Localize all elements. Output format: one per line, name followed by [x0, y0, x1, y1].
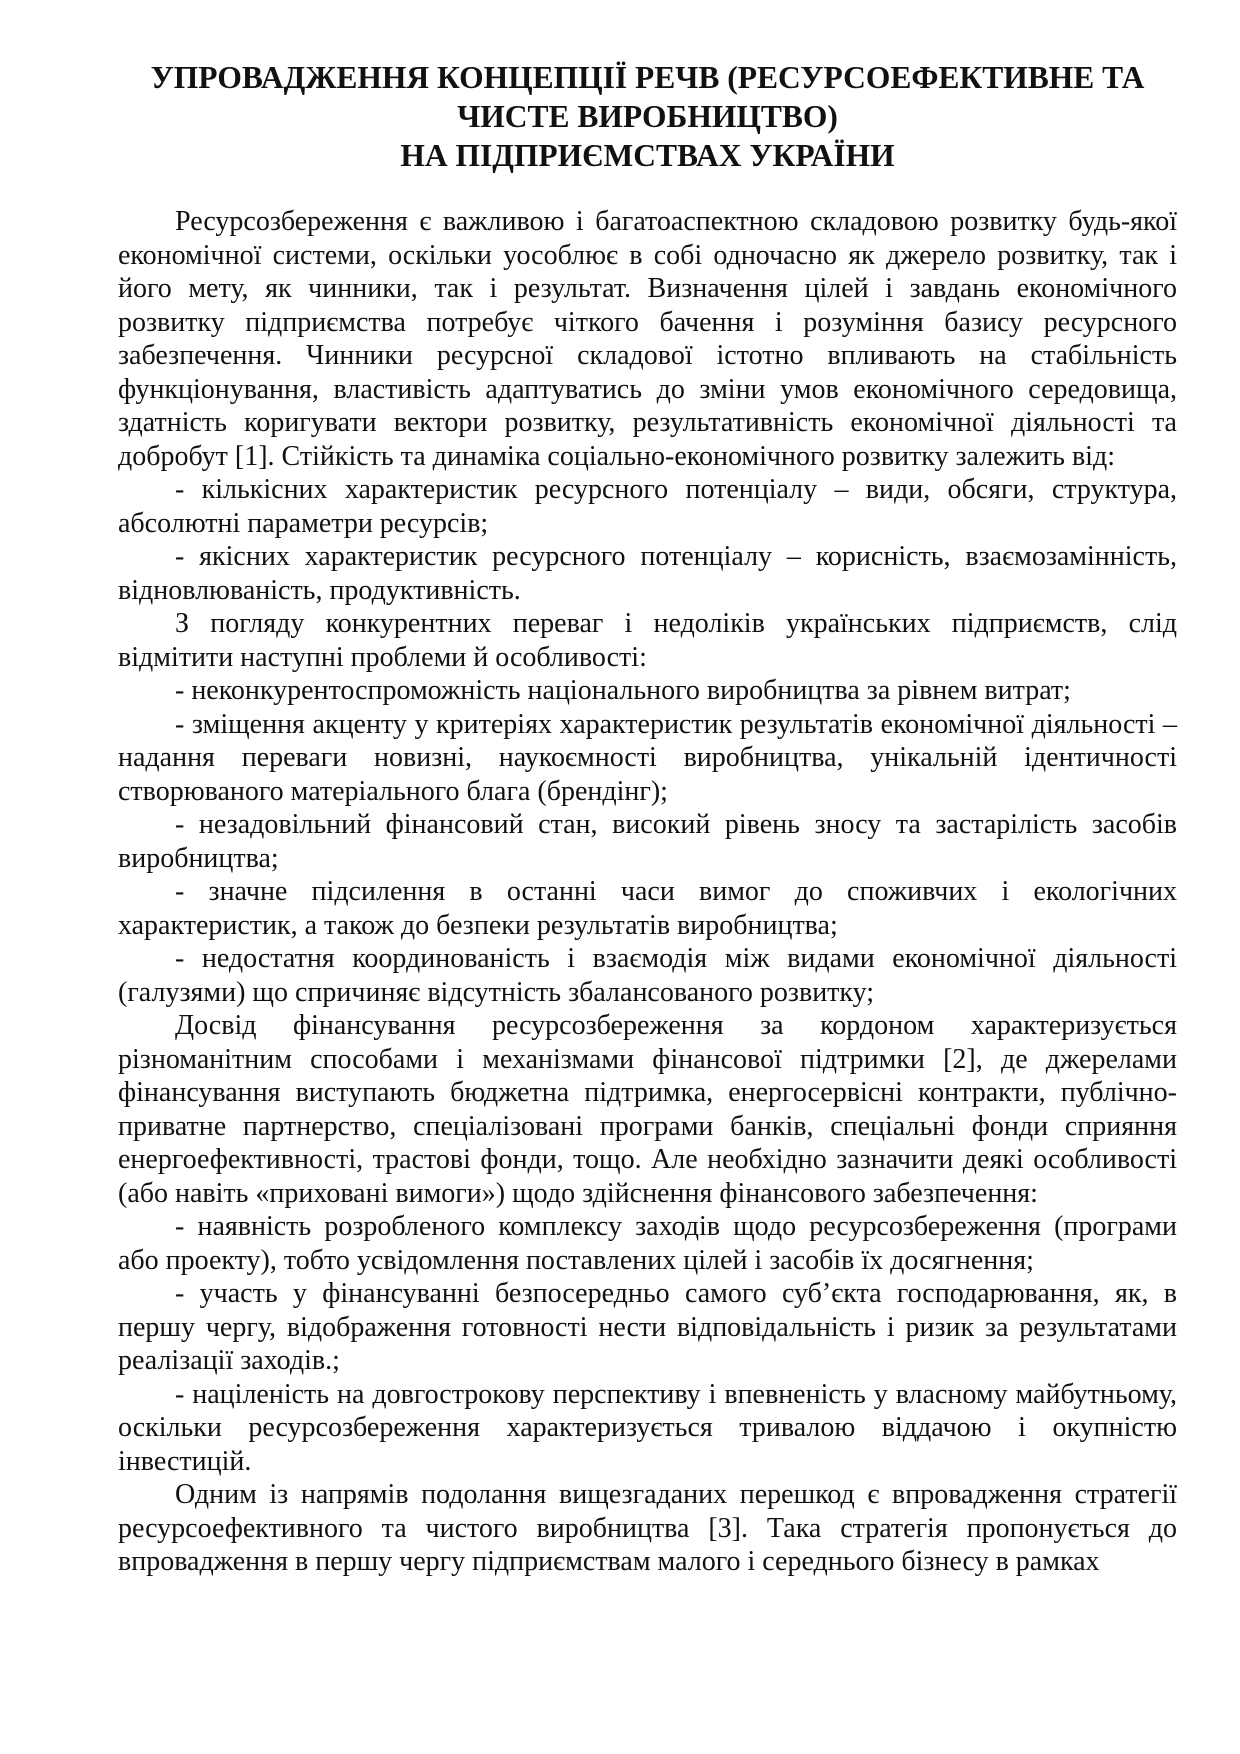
list-item-long-term: - націленість на довгострокову перспективу і впевненість у власному майбутньому, оскільки ресурсозбереження характеризується тривалою віддачою і окупністю інвестицій.: [118, 1378, 1177, 1477]
list-item-uncompetitiveness: - неконкурентоспроможність національного виробництва за рівнем витрат;: [175, 675, 1071, 706]
list-item-qualitative: - якісних характеристик ресурсного потенціалу – корисність, взаємозамінність, відновлюваність, продуктивність.: [118, 541, 1177, 606]
page-title: [118, 58, 1177, 175]
list-item-accent-shift: - зміщення акценту у критеріях характеристик результатів економічної діяльності – надання переваги новизні, наукоємності виробництва, унікальній ідентичності створюваного матеріального блага (брендінг);: [118, 708, 1177, 807]
list-item-requirements: - значне підсилення в останні часи вимог до споживчих і екологічних характеристик, а також до безпеки результатів виробництва;: [118, 876, 1177, 941]
list-item-quantitative: - кількісних характеристик ресурсного потенціалу – види, обсяги, структура, абсолютні параметри ресурсів;: [118, 474, 1177, 539]
document-body: [118, 205, 1177, 1579]
list-item-coordination: - недостатня координованість і взаємодія між видами економічної діяльності (галузями) що спричиняє відсутність збалансованого розвитку;: [118, 943, 1177, 1008]
paragraph-foreign-experience: Досвід фінансування ресурсозбереження за кордоном характеризується різноманітним способами і механізмами фінансової підтримки [2], де джерелами фінансування виступають бюджетна підтримка, енергосервісні контракти, публічно-приватне партнерство, спеціалізовані програми банків, спеціальні фонди сприяння енергоефективності, трастові фонди, тощо. Але необхідно зазначити деякі особливості (або навіть «приховані вимоги») щодо здійснення фінансового забезпечення:: [118, 1010, 1177, 1209]
paragraph-competitive: З погляду конкурентних переваг і недоліків українських підприємств, слід відмітити наступні проблеми й особливості:: [118, 608, 1177, 673]
list-item-financial-state: - незадовільний фінансовий стан, високий рівень зносу та застарілість засобів виробництва;: [118, 809, 1177, 874]
title-line-1: УПРОВАДЖЕННЯ КОНЦЕПЦІЇ РЕЧВ (РЕСУРСОЕФЕКТИВНЕ ТА: [150, 60, 1145, 95]
list-item-participation: - участь у фінансуванні безпосередньо самого суб’єкта господарювання, як, в першу чергу, відображення готовності нести відповідальність і ризик за результатами реалізації заходів.;: [118, 1278, 1177, 1376]
paragraph-intro: Ресурсозбереження є важливою і багатоаспектною складовою розвитку будь-якої економічної системи, оскільки уособлює в собі одночасно як джерело розвитку, так і його мету, як чинники, так і результат. Визначення цілей і завдань економічного розвитку підприємства потребує чіткого бачення і розуміння базису ресурсного забезпечення. Чинники ресурсної складової істотно впливають на стабільність функціонування, властивість адаптуватись до зміни умов економічного середовища, здатність коригувати вектори розвитку, результативність економічної діяльності та добробут [1]. Стійкість та динаміка соціально-економічного розвитку залежить від:: [118, 206, 1177, 472]
list-item-program: - наявність розробленого комплексу заходів щодо ресурсозбереження (програми або проекту), тобто усвідомлення поставлених цілей і засобів їх досягнення;: [118, 1211, 1177, 1276]
title-line-3: НА ПІДПРИЄМСТВАХ УКРАЇНИ: [400, 138, 895, 173]
paragraph-strategy: Одним із напрямів подолання вищезгаданих перешкод є впровадження стратегії ресурсоефективного та чистого виробництва [3]. Така стратегія пропонується до впровадження в першу чергу підприємствам малого і середнього бізнесу в рамках: [118, 1479, 1177, 1577]
title-line-2: ЧИСТЕ ВИРОБНИЦТВО): [457, 99, 838, 134]
